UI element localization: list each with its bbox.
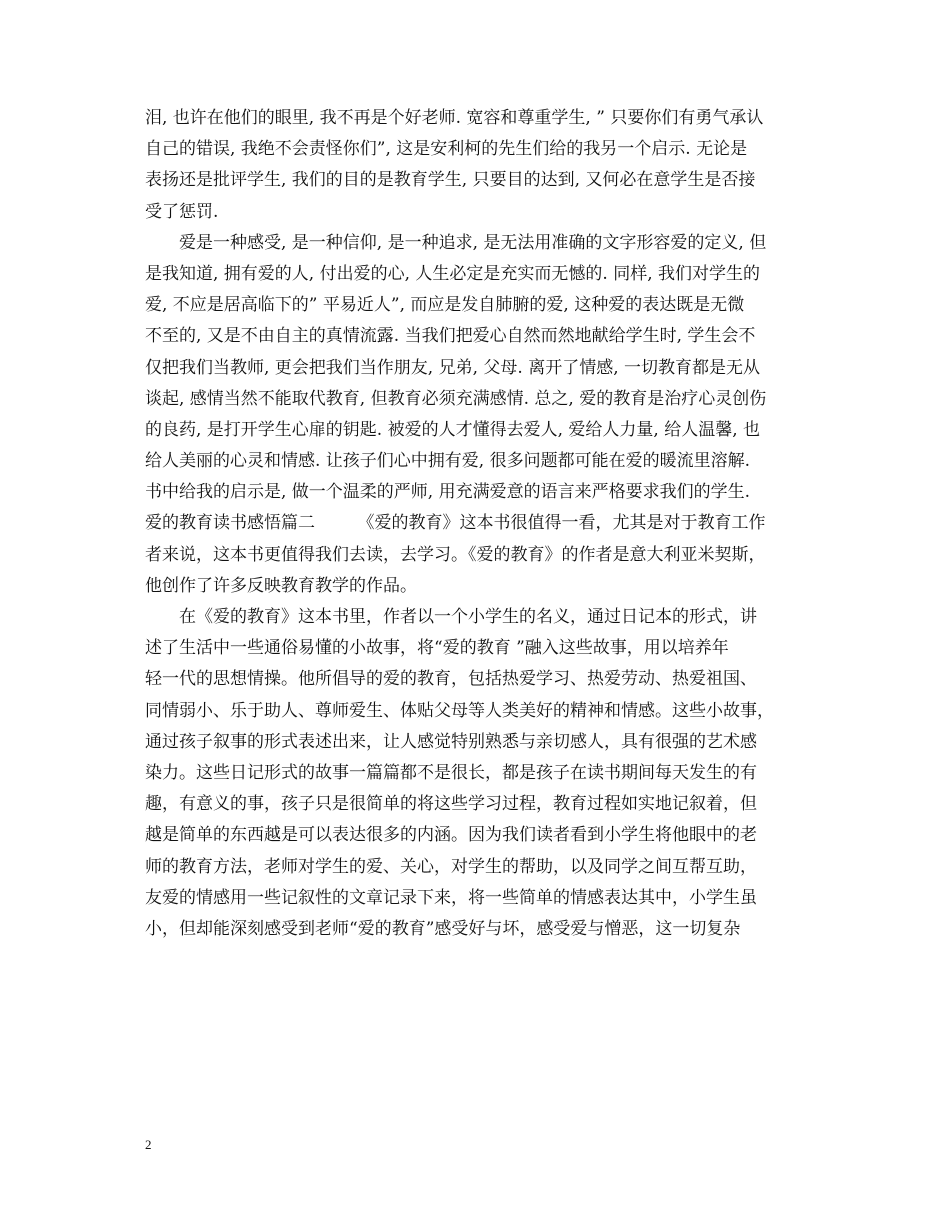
text-line: 的良药, 是打开学生心扉的钥匙. 被爱的人才懂得去爱人, 爱给人力量, 给人温馨, 也 [145, 419, 761, 440]
text-line: 不至的, 又是不由自主的真情流露. 当我们把爱心自然而然地献给学生时, 学生会不 [145, 326, 756, 347]
text-line: 轻一代的思想情操。他所倡导的爱的教育，包括热爱学习、热爱劳动、热爱祖国、 [145, 669, 757, 690]
text-line: 爱, 不应是居高临下的” 平易近人”, 而应是发自肺腑的爱, 这种爱的表达既是无微 [145, 295, 745, 316]
text-line: 爱的教育读书感悟篇二 《爱的教育》这本书很值得一看，尤其是对于教育工作 [145, 513, 766, 534]
page-number: 2 [145, 1137, 152, 1152]
body-text [145, 103, 825, 945]
text-line: 师的教育方法，老师对学生的爱、关心，对学生的帮助，以及同学之间互帮互助， [145, 856, 757, 877]
text-line: 越是简单的东西越是可以表达很多的内涵。因为我们读者看到小学生将他眼中的老 [145, 825, 757, 846]
text-line: 趣，有意义的事，孩子只是很简单的将这些学习过程，教育过程如实地记叙着，但 [145, 794, 757, 815]
text-line: 自己的错误, 我绝不会责怪你们”, 这是安利柯的先生们给的我另一个启示. 无论是 [145, 139, 748, 160]
text-line: 染力。这些日记形式的故事一篇篇都不是很长，都是孩子在读书期间每天发生的有 [145, 762, 757, 783]
text-line: 仅把我们当教师, 更会把我们当作朋友, 兄弟, 父母. 离开了情感, 一切教育都是无从 [145, 357, 761, 378]
text-line: 者来说，这本书更值得我们去读，去学习。《爱的教育》的作者是意大利亚米契斯， [145, 544, 766, 565]
text-line: 通过孩子叙事的形式表述出来，让人感觉特别熟悉与亲切感人，具有很强的艺术感 [145, 731, 757, 752]
text-line: 书中给我的启示是, 做一个温柔的严师, 用充满爱意的语言来严格要求我们的学生. [145, 482, 751, 503]
text-line: 表扬还是批评学生, 我们的目的是教育学生, 只要目的达到, 又何必在意学生是否接 [145, 170, 756, 191]
text-line: 同情弱小、乐于助人、尊师爱生、体贴父母等人类美好的精神和情感。这些小故事， [145, 700, 774, 721]
text-line: 谈起, 感情当然不能取代教育, 但教育必须充满感情. 总之, 爱的教育是治疗心灵创伤 [145, 388, 767, 409]
text-line: 在《爱的教育》这本书里，作者以一个小学生的名义，通过日记本的形式，讲 [145, 607, 757, 627]
text-line: 他创作了许多反映教育教学的作品。 [145, 575, 417, 596]
text-line: 爱是一种感受, 是一种信仰, 是一种追求, 是无法用准确的文字形容爱的定义, 但 [145, 232, 767, 253]
text-line: 是我知道, 拥有爱的人, 付出爱的心, 人生必定是充实而无憾的. 同样, 我们对学生的 [145, 263, 761, 284]
text-line: 给人美丽的心灵和情感. 让孩子们心中拥有爱, 很多问题都可能在爱的暖流里溶解. [145, 451, 751, 472]
text-line: 友爱的情感用一些记叙性的文章记录下来，将一些简单的情感表达其中，小学生虽 [145, 887, 757, 908]
text-line: 受了惩罚. [145, 201, 219, 222]
text-line: 泪, 也许在他们的眼里, 我不再是个好老师. 宽容和尊重学生, ” 只要你们有勇气承认 [145, 108, 764, 128]
text-line: 小，但却能深刻感受到老师“爱的教育”感受好与坏，感受爱与憎恶，这一切复杂 [145, 918, 741, 939]
text-line: 述了生活中一些通俗易懂的小故事，将“爱的教育 ”融入这些故事，用以培养年 [145, 638, 729, 659]
